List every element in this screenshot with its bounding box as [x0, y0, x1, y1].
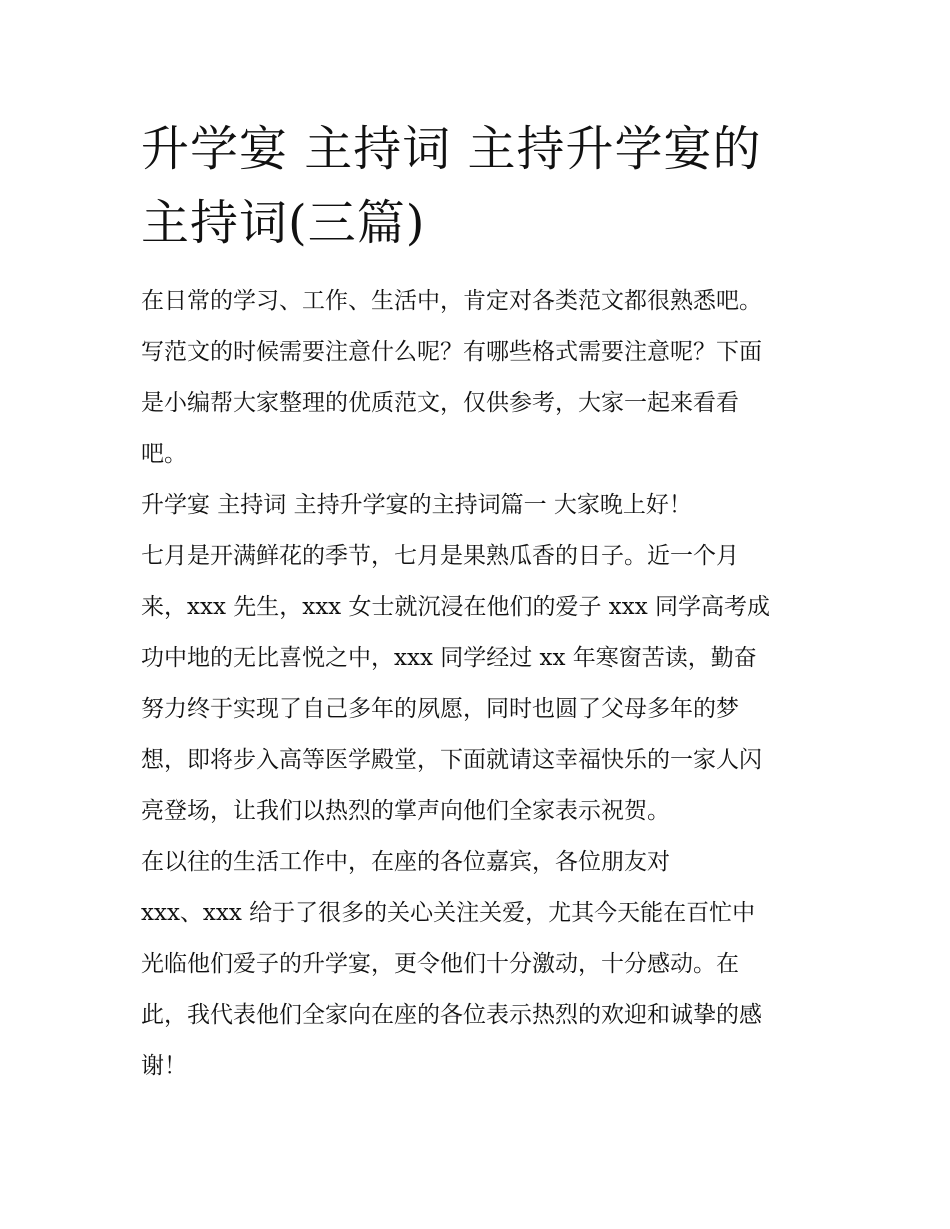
body-line: 在以往的生活工作中，在座的各位嘉宾，各位朋友对: [141, 849, 670, 875]
body-line: 七月是开满鲜花的季节，七月是果熟瓜香的日子。近一个月: [141, 543, 739, 569]
body-line: 谢！: [141, 1053, 187, 1079]
body-line: 想，即将步入高等医学殿堂，下面就请这幸福快乐的一家人闪: [141, 747, 762, 773]
body-line: 在日常的学习、工作、生活中，肯定对各类范文都很熟悉吧。: [141, 288, 762, 314]
body-line: 来，xxx 先生，xxx 女士就沉浸在他们的爱子 xxx 同学高考成: [141, 594, 770, 620]
document-title: [141, 112, 821, 260]
body-line: xxx、xxx 给于了很多的关心关注关爱，尤其今天能在百忙中: [141, 900, 756, 926]
body-line: 光临他们爱子的升学宴，更令他们十分激动，十分感动。在: [141, 951, 739, 977]
title-line-2: 主持词(三篇): [141, 195, 426, 251]
section-heading-line: 升学宴 主持词 主持升学宴的主持词篇一 大家晚上好！: [141, 492, 692, 518]
body-line: 写范文的时候需要注意什么呢？有哪些格式需要注意呢？下面: [141, 339, 762, 365]
body-line: 是小编帮大家整理的优质范文，仅供参考，大家一起来看看: [141, 390, 739, 416]
body-line: 吧。: [141, 441, 187, 467]
body-line: 亮登场，让我们以热烈的掌声向他们全家表示祝贺。: [141, 798, 670, 824]
document-body: [141, 276, 841, 1092]
body-line: 功中地的无比喜悦之中，xxx 同学经过 xx 年寒窗苦读，勤奋: [141, 645, 757, 671]
body-line: 此，我代表他们全家向在座的各位表示热烈的欢迎和诚挚的感: [141, 1002, 762, 1028]
body-line: 努力终于实现了自己多年的夙愿，同时也圆了父母多年的梦: [141, 696, 739, 722]
title-line-1: 升学宴 主持词 主持升学宴的: [141, 121, 762, 177]
